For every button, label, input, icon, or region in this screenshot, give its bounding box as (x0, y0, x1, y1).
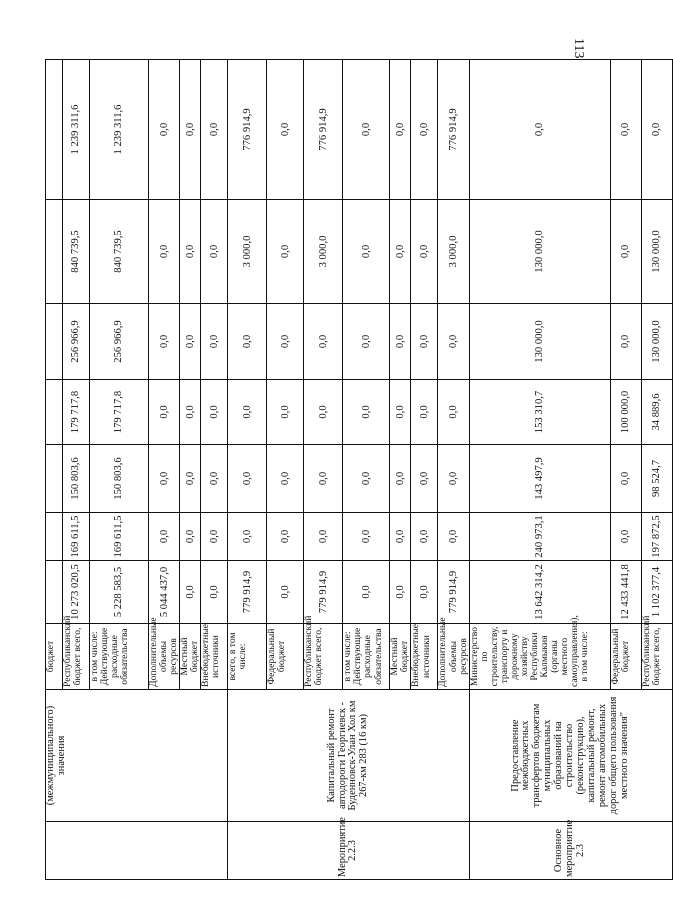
amount-cell: 130 000,0 (469, 304, 610, 380)
amount-cell: 779 914,9 (228, 561, 267, 624)
amount-cell: 0,0 (267, 60, 304, 200)
amount-cell: 179 717,8 (63, 380, 90, 445)
amount-cell: 3 000,0 (304, 200, 343, 304)
amount-cell: 0,0 (201, 60, 228, 200)
amount-cell: 0,0 (180, 60, 201, 200)
amount-cell: 0,0 (610, 200, 641, 304)
amount-cell (46, 304, 63, 380)
amount-cell: 150 803,6 (90, 445, 149, 513)
amount-cell (46, 380, 63, 445)
amount-cell: 0,0 (469, 60, 610, 200)
funding-source-cell: Федеральный бюджет (267, 624, 304, 690)
amount-cell: 0,0 (149, 60, 180, 200)
amount-cell: 100 000,0 (610, 380, 641, 445)
amount-cell: 0,0 (267, 445, 304, 513)
amount-cell: 0,0 (343, 60, 390, 200)
amount-cell: 0,0 (180, 304, 201, 380)
table-row (228, 60, 267, 880)
amount-cell (46, 445, 63, 513)
amount-cell: 0,0 (438, 445, 469, 513)
page-number: 113 (571, 38, 586, 59)
amount-cell: 169 611,5 (90, 513, 149, 561)
amount-cell: 0,0 (149, 304, 180, 380)
amount-cell: 840 739,5 (63, 200, 90, 304)
amount-cell: 840 739,5 (90, 200, 149, 304)
table-row (46, 60, 63, 880)
amount-cell: 3 000,0 (228, 200, 267, 304)
amount-cell: 0,0 (343, 445, 390, 513)
amount-cell: 0,0 (610, 513, 641, 561)
amount-cell: 0,0 (390, 60, 411, 200)
funding-source-cell: Дополнительные объемы ресурсов (149, 624, 180, 690)
amount-cell: 34 889,6 (641, 380, 672, 445)
amount-cell: 0,0 (411, 380, 438, 445)
amount-cell: 0,0 (304, 380, 343, 445)
amount-cell: 0,0 (610, 60, 641, 200)
amount-cell: 0,0 (438, 513, 469, 561)
amount-cell: 130 000,0 (641, 200, 672, 304)
amount-cell: 0,0 (180, 200, 201, 304)
amount-cell: 0,0 (390, 304, 411, 380)
amount-cell: 0,0 (411, 60, 438, 200)
amount-cell: 0,0 (228, 304, 267, 380)
rotated-table-container (45, 60, 663, 880)
amount-cell (46, 200, 63, 304)
amount-cell: 0,0 (267, 561, 304, 624)
amount-cell: 0,0 (390, 561, 411, 624)
amount-cell (46, 561, 63, 624)
amount-cell: 1 239 311,6 (90, 60, 149, 200)
amount-cell: 153 310,7 (469, 380, 610, 445)
amount-cell: 130 000,0 (469, 200, 610, 304)
amount-cell: 779 914,9 (304, 561, 343, 624)
amount-cell: 776 914,9 (228, 60, 267, 200)
amount-cell: 0,0 (201, 561, 228, 624)
item-title-cell: (межмуниципального) значения (46, 690, 228, 822)
amount-cell: 197 872,5 (641, 513, 672, 561)
amount-cell: 0,0 (343, 200, 390, 304)
item-title-cell: Предоставление межбюджетных трансфертов бюджетам муниципальных образований на строительство (реконструкцию), капитальный ремонт, ремонт автомобильных дорог общего пользования местного значения" (469, 690, 672, 822)
amount-cell: 0,0 (641, 60, 672, 200)
amount-cell: 0,0 (180, 380, 201, 445)
funding-source-cell: Местный бюджет (180, 624, 201, 690)
item-number-cell: Основное мероприятие 2.3 (469, 822, 672, 880)
amount-cell: 13 642 314,2 (469, 561, 610, 624)
amount-cell: 0,0 (149, 200, 180, 304)
funding-source-cell: всего, в том числе: (228, 624, 267, 690)
amount-cell (46, 60, 63, 200)
item-number-cell: Мероприятие 2.2.3 (228, 822, 469, 880)
amount-cell: 0,0 (149, 445, 180, 513)
amount-cell: 0,0 (390, 200, 411, 304)
funding-source-cell: Республиканский бюджет всего, (63, 624, 90, 690)
funding-source-cell: Министерство по строительству, транспорту и дорожному хозяйству Республики Калмыкия (органы местного самоуправления), в том числе: (469, 624, 610, 690)
amount-cell: 0,0 (343, 513, 390, 561)
funding-source-cell: Местный бюджет (390, 624, 411, 690)
amount-cell: 0,0 (149, 380, 180, 445)
amount-cell: 0,0 (343, 304, 390, 380)
funding-source-cell: бюджет (46, 624, 63, 690)
amount-cell (46, 513, 63, 561)
amount-cell: 0,0 (304, 513, 343, 561)
budget-table (45, 59, 673, 880)
amount-cell: 0,0 (390, 513, 411, 561)
amount-cell: 256 966,9 (90, 304, 149, 380)
amount-cell: 779 914,9 (438, 561, 469, 624)
amount-cell: 0,0 (304, 304, 343, 380)
amount-cell: 0,0 (201, 200, 228, 304)
amount-cell: 1 239 311,6 (63, 60, 90, 200)
funding-source-cell: Дополнительные объемы ресурсов (438, 624, 469, 690)
amount-cell: 0,0 (610, 445, 641, 513)
amount-cell: 776 914,9 (438, 60, 469, 200)
amount-cell: 0,0 (228, 513, 267, 561)
amount-cell: 0,0 (411, 561, 438, 624)
amount-cell: 0,0 (411, 445, 438, 513)
amount-cell: 0,0 (343, 561, 390, 624)
amount-cell: 3 000,0 (438, 200, 469, 304)
amount-cell: 256 966,9 (63, 304, 90, 380)
amount-cell: 0,0 (267, 380, 304, 445)
amount-cell: 0,0 (201, 304, 228, 380)
amount-cell: 5 044 437,0 (149, 561, 180, 624)
amount-cell: 179 717,8 (90, 380, 149, 445)
amount-cell: 0,0 (149, 513, 180, 561)
funding-source-cell: Внебюджетные источники (201, 624, 228, 690)
table-row (469, 60, 610, 880)
amount-cell: 143 497,9 (469, 445, 610, 513)
funding-source-cell: в том числе: Действующие расходные обязательства (343, 624, 390, 690)
amount-cell: 0,0 (411, 200, 438, 304)
amount-cell: 0,0 (201, 380, 228, 445)
amount-cell: 0,0 (411, 304, 438, 380)
amount-cell: 5 228 583,5 (90, 561, 149, 624)
amount-cell: 10 273 020,5 (63, 561, 90, 624)
funding-source-cell: Федеральный бюджет (610, 624, 641, 690)
funding-source-cell: Внебюджетные источники (411, 624, 438, 690)
amount-cell: 0,0 (267, 304, 304, 380)
amount-cell: 0,0 (228, 445, 267, 513)
amount-cell: 0,0 (180, 561, 201, 624)
amount-cell: 240 973,1 (469, 513, 610, 561)
amount-cell: 12 433 441,8 (610, 561, 641, 624)
funding-source-cell: Республиканский бюджет всего, (641, 624, 672, 690)
amount-cell: 0,0 (180, 513, 201, 561)
amount-cell: 0,0 (610, 304, 641, 380)
amount-cell: 0,0 (267, 513, 304, 561)
amount-cell: 0,0 (411, 513, 438, 561)
amount-cell: 0,0 (201, 445, 228, 513)
item-title-cell: Капитальный ремонт автодороги Георгиевск - Буденновск-Улан Хол км 267-км 283 (16 км) (228, 690, 469, 822)
amount-cell: 0,0 (390, 380, 411, 445)
amount-cell: 0,0 (438, 304, 469, 380)
amount-cell: 0,0 (201, 513, 228, 561)
item-number-cell (46, 822, 228, 880)
amount-cell: 0,0 (304, 445, 343, 513)
amount-cell: 150 803,6 (63, 445, 90, 513)
amount-cell: 0,0 (438, 380, 469, 445)
amount-cell: 169 611,5 (63, 513, 90, 561)
amount-cell: 0,0 (343, 380, 390, 445)
amount-cell: 0,0 (228, 380, 267, 445)
amount-cell: 0,0 (267, 200, 304, 304)
amount-cell: 98 524,7 (641, 445, 672, 513)
amount-cell: 130 000,0 (641, 304, 672, 380)
amount-cell: 776 914,9 (304, 60, 343, 200)
funding-source-cell: в том числе: Действующие расходные обязательства (90, 624, 149, 690)
amount-cell: 0,0 (180, 445, 201, 513)
amount-cell: 1 102 377,4 (641, 561, 672, 624)
funding-source-cell: Республиканский бюджет всего, (304, 624, 343, 690)
amount-cell: 0,0 (390, 445, 411, 513)
